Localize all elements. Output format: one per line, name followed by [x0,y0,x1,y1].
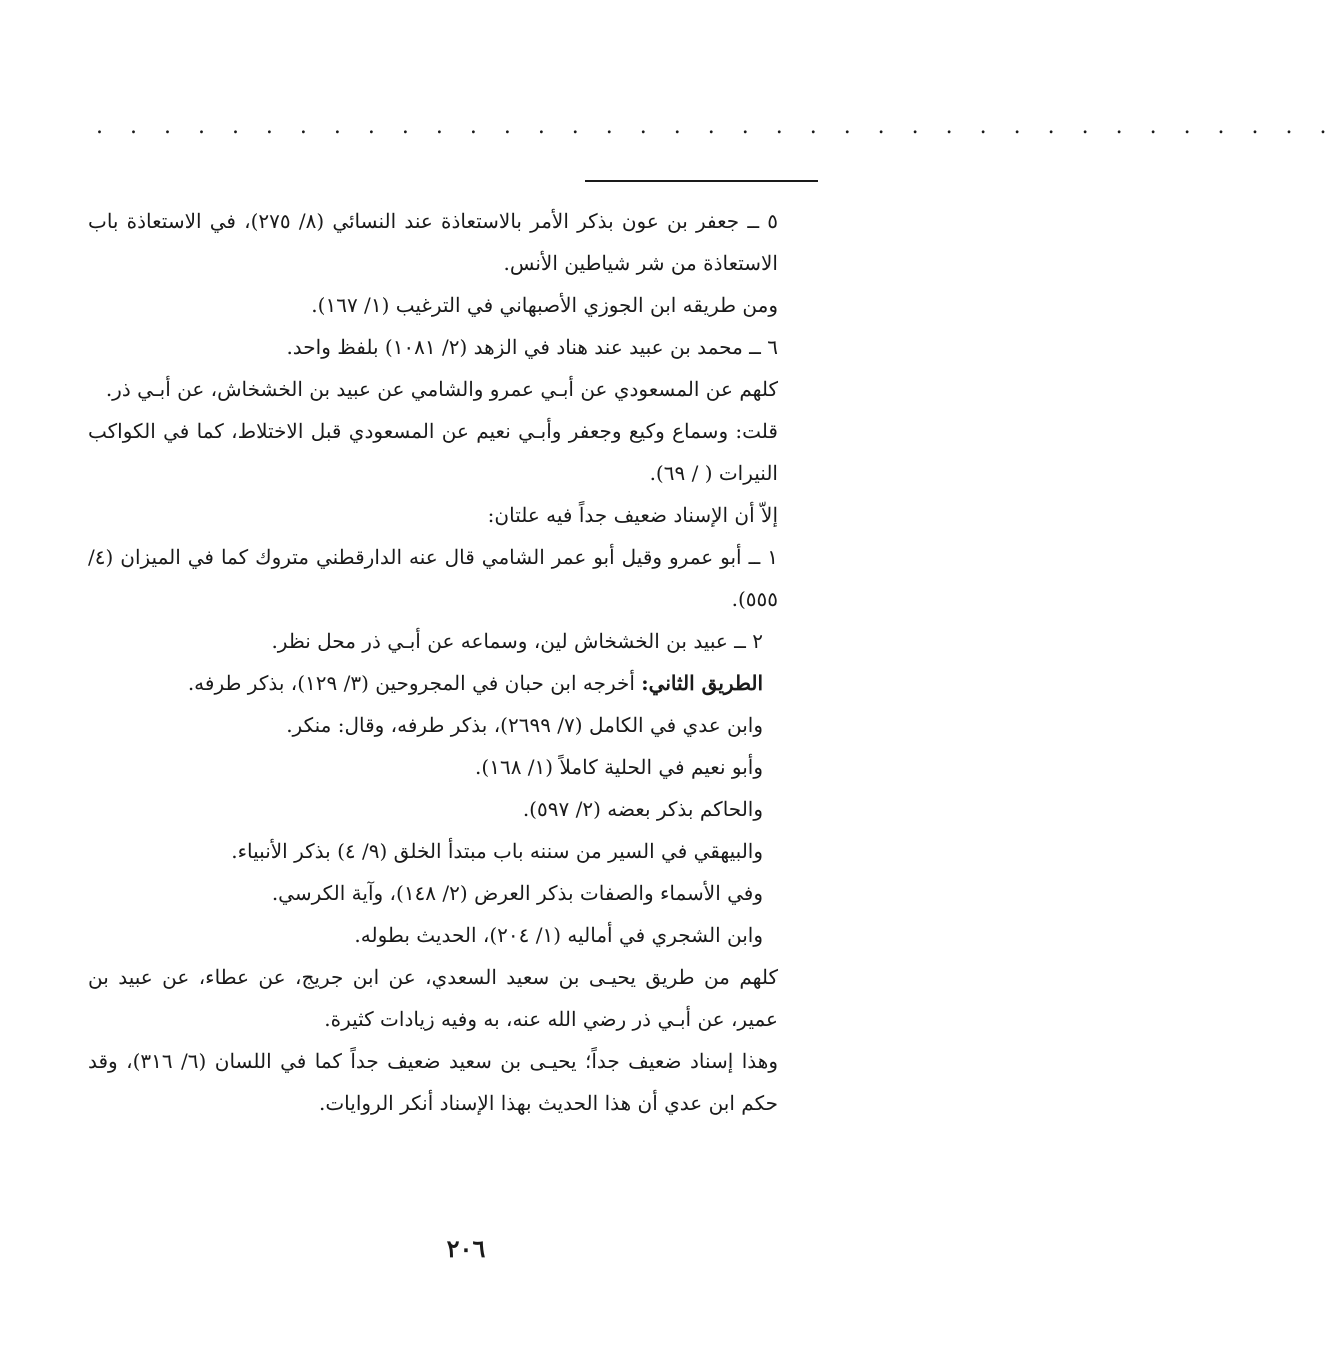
second-path-label: الطريق الثاني: [641,671,763,695]
footnote-rule [585,180,818,182]
paragraph: ٦ ــ محمد بن عبيد عند هناد في الزهد (٢/ ١٠٨١) بلفظ واحد. [286,335,778,359]
paragraph: ومن طريقه ابن الجوزي الأصبهاني في الترغيب (١/ ١٦٧). [311,293,778,317]
paragraph: ٢ ــ عبيد بن الخشخاش لين، وسماعه عن أبـي ذر محل نظر. [271,629,763,653]
paragraph: وأبو نعيم في الحلية كاملاً (١/ ١٦٨). [475,755,763,779]
paragraph: ٥ ــ جعفر بن عون بذكر الأمر بالاستعاذة عند النسائي (٨/ ٢٧٥)، في الاستعاذة باب الاستعاذة من شر شياطين الأنس. [88,209,778,275]
page-body [88,200,818,1124]
paragraph: وفي الأسماء والصفات بذكر العرض (٢/ ١٤٨)، وآية الكرسي. [271,881,763,905]
paragraph-second-path [88,662,818,704]
second-path-text: أخرجه ابن حبان في المجروحين (٣/ ١٢٩)، بذكر طرفه. [187,671,635,695]
paragraph: وهذا إسناد ضعيف جداً؛ يحيـى بن سعيد ضعيف جداً كما في اللسان (٦/ ٣١٦)، وقد حكم ابن عدي أن هذا الحديث بهذا الإسناد أنكر الروايات. [88,1049,778,1115]
paragraph: والبيهقي في السير من سننه باب مبتدأ الخلق (٩/ ٤) بذكر الأنبياء. [231,839,763,863]
paragraph: إلاّ أن الإسناد ضعيف جداً فيه علتان: [487,503,778,527]
paragraph: والحاكم بذكر بعضه (٢/ ٥٩٧). [522,797,763,821]
paragraph: وابن الشجري في أماليه (١/ ٢٠٤)، الحديث بطوله. [354,923,763,947]
paragraph: ١ ــ أبو عمرو وقيل أبو عمر الشامي قال عنه الدارقطني متروك كما في الميزان (٤/ ٥٥٥). [88,545,779,611]
footnote-separator-dots: . . . . . . . . . . . . . . . . . . . . . . . . . . . . . . . . . . . . . [96,114,1337,139]
paragraph: وابن عدي في الكامل (٧/ ٢٦٩٩)، بذكر طرفه، وقال: منكر. [286,713,763,737]
paragraph: كلهم عن المسعودي عن أبـي عمرو والشامي عن عبيد بن الخشخاش، عن أبـي ذر. [105,377,778,401]
paragraph: كلهم من طريق يحيـى بن سعيد السعدي، عن ابن جريج، عن عطاء، عن عبيد بن عمير، عن أبـي ذر رضي الله عنه، به وفيه زيادات كثيرة. [88,965,778,1031]
paragraph: قلت: وسماع وكيع وجعفر وأبـي نعيم عن المسعودي قبل الاختلاط، كما في الكواكب النيرات ( / ٦٩). [88,419,778,485]
page-number: ٢٠٦ [446,1234,486,1263]
